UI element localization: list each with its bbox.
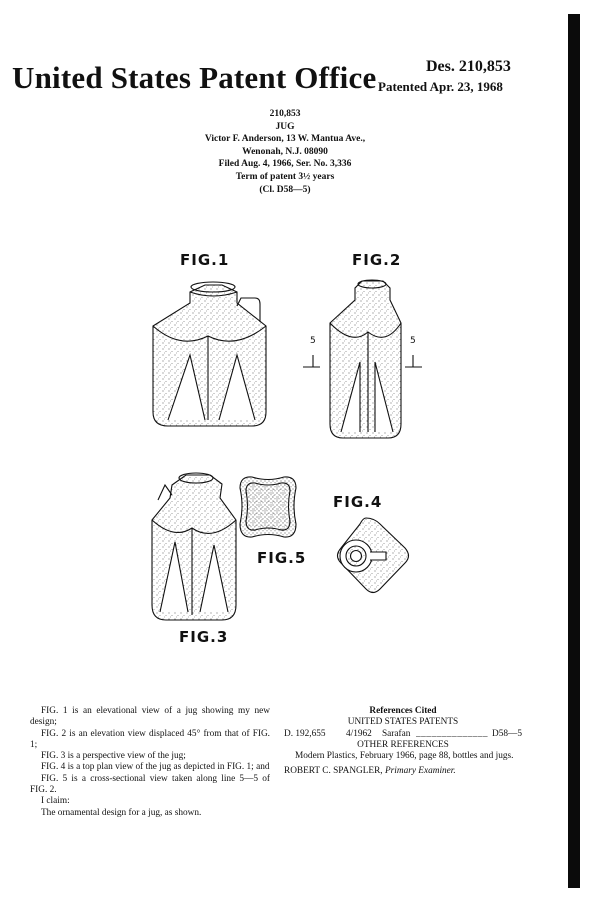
us-patents-heading: UNITED STATES PATENTS <box>347 717 459 728</box>
fig2-label: FIG.2 <box>352 251 402 269</box>
claim-text: The ornamental design for a jug, as shown. <box>41 807 202 818</box>
other-references-heading: OTHER REFERENCES <box>357 739 449 750</box>
term-line: Term of patent 3½ years <box>235 171 335 182</box>
examiner-name: ROBERT C. SPANGLER, <box>284 766 383 777</box>
filed-line: Filed Aug. 4, 1966, Ser. No. 3,336 <box>218 159 352 170</box>
fig5-label: FIG.5 <box>257 549 307 567</box>
fig3-jug-drawing <box>152 473 236 620</box>
section-mark-left: 5 <box>310 336 316 346</box>
desc-fig3: FIG. 3 is a perspective view of the jug; <box>41 751 186 762</box>
references-cited <box>284 706 522 778</box>
fig5-section-drawing <box>240 477 296 537</box>
reference-row <box>284 729 522 740</box>
desc-fig4: FIG. 4 is a top plan view of the jug as depicted in FIG. 1; and <box>41 762 270 773</box>
fig4-label: FIG.4 <box>333 493 383 511</box>
examiner-line <box>284 766 522 777</box>
other-reference: Modern Plastics, February 1966, page 88, bottles and jugs. <box>295 751 514 762</box>
desc-fig5: FIG. 5 is a cross-sectional view taken along line 5—5 of FIG. 2. <box>30 773 270 796</box>
fig2-jug-drawing <box>303 280 422 438</box>
claim-intro: I claim: <box>41 796 70 807</box>
fig3-label: FIG.3 <box>179 628 229 646</box>
figure-description <box>30 706 270 819</box>
section-mark-right: 5 <box>410 336 416 346</box>
fig1-label: FIG.1 <box>180 251 230 269</box>
references-title: References Cited <box>369 706 437 716</box>
desc-fig2: FIG. 2 is an elevation view displaced 45° from that of FIG. 1; <box>30 728 270 750</box>
desc-fig1: FIG. 1 is an elevational view of a jug showing my new design; <box>30 706 270 728</box>
office-title: United States Patent Office <box>12 60 377 95</box>
reference-number: D. 192,655 <box>284 728 326 739</box>
reference-leader: ______________ <box>416 728 488 739</box>
reference-class: D58—5 <box>492 728 522 739</box>
patent-title: JUG <box>275 121 295 132</box>
classification-line: (Cl. D58—5) <box>259 184 311 195</box>
patented-date: Patented Apr. 23, 1968 <box>378 79 503 94</box>
design-number: Des. 210,853 <box>426 58 511 75</box>
fig4-top-plan-drawing <box>338 518 409 593</box>
inventor-line-2: Wenonah, N.J. 08090 <box>242 146 328 157</box>
inventor-line-1: Victor F. Anderson, 13 W. Mantua Ave., <box>204 134 366 145</box>
patent-number: 210,853 <box>269 109 301 119</box>
reference-name: Sarafan <box>382 728 411 739</box>
fig1-jug-drawing <box>153 282 266 426</box>
examiner-title: Primary Examiner. <box>384 766 456 777</box>
reference-date: 4/1962 <box>346 728 372 739</box>
